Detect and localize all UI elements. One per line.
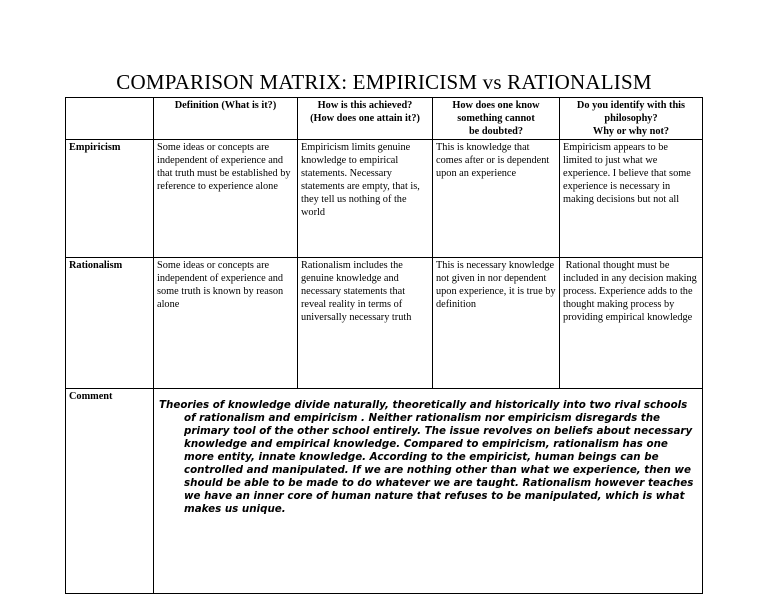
header-definition: Definition (What is it?) bbox=[154, 98, 298, 140]
table-cell: Rational thought must be included in any decision making process. Experience adds to the thought making process by providing empirical knowledge bbox=[560, 258, 703, 389]
comment-text: Theories of knowledge divide naturally, theoretically and historically into two rival schools of rationalism and empiricism . Neither rationalism nor empiricism disregards the primary tool of the other school entirely. The issue revolves on beliefs about necessary knowledge and empirical knowledge. Compared to empiricism, rationalism has one more entity, innate knowledge. According to the empiricist, human beings can be controlled and manipulated. If we are nothing other than what we experience, then we should be able to be made to do whatever we are taught. Rationalism however teaches we have an inner core of human nature that refuses to be manipulated, which is what makes us unique. bbox=[154, 389, 703, 594]
table-cell: Empiricism limits genuine knowledge to empirical statements. Necessary statements are empty, that is, they tell us nothing of the world bbox=[298, 140, 433, 258]
table-cell: Empiricism appears to be limited to just what we experience. I believe that some experience is necessary in making decisions but not all bbox=[560, 140, 703, 258]
page-title: COMPARISON MATRIX: EMPIRICISM vs RATIONALISM bbox=[116, 70, 652, 94]
table-cell: This is knowledge that comes after or is dependent upon an experience bbox=[433, 140, 560, 258]
table-cell: Some ideas or concepts are independent of experience and that truth must be established by reference to experience alone bbox=[154, 140, 298, 258]
header-corner-cell bbox=[66, 98, 154, 140]
row-label-comment: Comment bbox=[66, 389, 154, 594]
table-cell: This is necessary knowledge not given in nor dependent upon experience, it is true by definition bbox=[433, 258, 560, 389]
row-label-rationalism: Rationalism bbox=[66, 258, 154, 389]
table-cell: Rationalism includes the genuine knowledge and necessary statements that reveal reality in terms of universally necessary truth bbox=[298, 258, 433, 389]
row-label-empiricism: Empiricism bbox=[66, 140, 154, 258]
header-how-achieved: How is this achieved? (How does one attain it?) bbox=[298, 98, 433, 140]
table-row-empiricism bbox=[66, 140, 703, 258]
comparison-matrix-table bbox=[65, 97, 703, 594]
header-identify: Do you identify with this philosophy? Why or why not? bbox=[560, 98, 703, 140]
table-row-rationalism bbox=[66, 258, 703, 389]
table-row-comment bbox=[66, 389, 703, 594]
header-certainty: How does one know something cannot be doubted? bbox=[433, 98, 560, 140]
header-row bbox=[66, 98, 703, 140]
table-cell: Some ideas or concepts are independent of experience and some truth is known by reason alone bbox=[154, 258, 298, 389]
